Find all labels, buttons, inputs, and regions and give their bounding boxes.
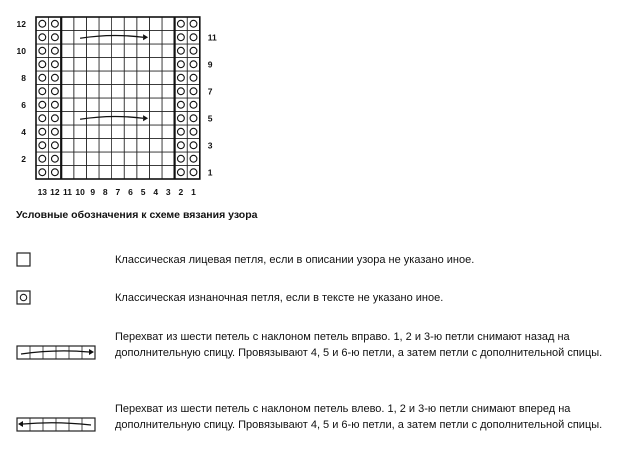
chart-cell xyxy=(175,17,188,31)
chart-cell xyxy=(49,31,62,45)
chart-cell xyxy=(124,152,137,166)
chart-cell xyxy=(137,139,150,153)
chart-cell xyxy=(162,44,175,58)
column-label: 5 xyxy=(140,187,146,197)
chart-cell xyxy=(74,71,87,85)
row-label-right: 5 xyxy=(207,113,213,124)
chart-cell xyxy=(149,44,162,58)
column-label: 11 xyxy=(63,187,72,197)
chart-cell xyxy=(74,85,87,99)
column-label: 6 xyxy=(128,187,133,197)
chart-cell xyxy=(162,31,175,45)
chart-cell xyxy=(187,17,200,31)
chart-cell xyxy=(124,71,137,85)
chart-cell xyxy=(124,31,137,45)
legend-knit-text: Классическая лицевая петля, если в описании узора не указано иное. xyxy=(115,254,475,266)
chart-cell xyxy=(149,17,162,31)
chart-cell xyxy=(61,85,74,99)
chart-cell xyxy=(175,139,188,153)
chart-cell xyxy=(36,166,49,180)
chart-cell xyxy=(162,112,175,126)
chart-cell xyxy=(36,71,49,85)
chart-cell xyxy=(149,152,162,166)
chart-cell xyxy=(36,112,49,126)
chart-cell xyxy=(86,125,99,139)
chart-cell xyxy=(61,58,74,72)
chart-cell xyxy=(99,58,112,72)
chart-cell xyxy=(124,112,137,126)
chart-cell xyxy=(49,125,62,139)
chart-cell xyxy=(112,139,125,153)
chart-cell xyxy=(61,71,74,85)
chart-cell xyxy=(61,31,74,45)
chart-grid xyxy=(36,17,200,179)
chart-cell xyxy=(175,71,188,85)
column-label: 12 xyxy=(50,187,60,197)
chart-cell xyxy=(61,166,74,180)
chart-cell xyxy=(49,139,62,153)
cable-left-icon xyxy=(16,417,100,433)
chart-cell xyxy=(175,58,188,72)
chart-cell xyxy=(36,17,49,31)
chart-cell xyxy=(61,98,74,112)
chart-cell xyxy=(137,152,150,166)
chart-cell xyxy=(162,166,175,180)
row-label-left: 2 xyxy=(21,153,26,164)
chart-cell xyxy=(49,71,62,85)
chart-cell xyxy=(187,71,200,85)
chart-cell xyxy=(187,139,200,153)
chart-cell xyxy=(187,58,200,72)
chart-cell xyxy=(99,98,112,112)
chart-cell xyxy=(61,17,74,31)
row-label-left: 12 xyxy=(16,18,26,29)
chart-cell xyxy=(124,98,137,112)
chart-cell xyxy=(175,44,188,58)
chart-cell xyxy=(137,17,150,31)
chart-cell xyxy=(112,58,125,72)
chart-cell xyxy=(112,31,125,45)
chart-cell xyxy=(175,31,188,45)
legend-title: Условные обозначения к схеме вязания узора xyxy=(16,209,258,221)
chart-cell xyxy=(137,98,150,112)
chart-cell xyxy=(149,125,162,139)
chart-cell xyxy=(124,44,137,58)
chart-cell xyxy=(162,152,175,166)
chart-cell xyxy=(149,139,162,153)
column-label: 1 xyxy=(191,187,196,197)
chart-cell xyxy=(61,112,74,126)
chart-cell xyxy=(86,17,99,31)
row-label-right: 9 xyxy=(207,59,213,70)
column-label: 4 xyxy=(153,187,159,197)
chart-cell xyxy=(124,58,137,72)
chart-cell xyxy=(187,31,200,45)
chart-cell xyxy=(99,17,112,31)
chart-cell xyxy=(49,152,62,166)
cable-right-icon xyxy=(16,345,100,361)
chart-cell xyxy=(61,44,74,58)
chart-cell xyxy=(99,44,112,58)
chart-cell xyxy=(86,44,99,58)
chart-cell xyxy=(162,98,175,112)
chart-cell xyxy=(137,58,150,72)
chart-cell xyxy=(49,17,62,31)
chart-cell xyxy=(187,112,200,126)
chart-cell xyxy=(99,85,112,99)
chart-cell xyxy=(99,71,112,85)
chart-cell xyxy=(99,166,112,180)
chart-cell xyxy=(74,125,87,139)
column-label: 10 xyxy=(75,187,85,197)
chart-cell xyxy=(99,152,112,166)
chart-cell xyxy=(112,44,125,58)
legend-cable-right-text: Перехват из шести петель с наклоном петель вправо. 1, 2 и 3-ю петли снимают назад на дополнительную спицу. Провязывают 4, 5 и 6-ю петли, а затем петли с дополнительной спицы. xyxy=(115,331,603,359)
chart-cell xyxy=(124,166,137,180)
chart-cell xyxy=(36,98,49,112)
chart-cell xyxy=(162,17,175,31)
chart-cell xyxy=(149,58,162,72)
chart-cell xyxy=(175,112,188,126)
chart-cell xyxy=(187,166,200,180)
chart-cell xyxy=(149,71,162,85)
chart-cell xyxy=(36,125,49,139)
chart-cell xyxy=(187,85,200,99)
chart-cell xyxy=(49,98,62,112)
purl-stitch-icon xyxy=(16,290,32,306)
chart-cell xyxy=(36,31,49,45)
chart-cell xyxy=(149,98,162,112)
chart-cell xyxy=(187,98,200,112)
chart-cell xyxy=(175,125,188,139)
chart-cell xyxy=(112,125,125,139)
legend-cable-left-text: Перехват из шести петель с наклоном петель влево. 1, 2 и 3-ю петли снимают вперед на дополнительную спицу. Провязывают 4, 5 и 6-ю петли, а затем петли с дополнительной спицы. xyxy=(115,403,603,431)
chart-cell xyxy=(112,85,125,99)
row-label-left: 10 xyxy=(16,45,26,56)
chart-cell xyxy=(175,98,188,112)
chart-cell xyxy=(99,125,112,139)
chart-cell xyxy=(137,166,150,180)
chart-cell xyxy=(74,152,87,166)
chart-cell xyxy=(187,44,200,58)
chart-cell xyxy=(162,139,175,153)
chart-cell xyxy=(175,152,188,166)
chart-cell xyxy=(112,71,125,85)
column-label: 9 xyxy=(90,187,96,197)
chart-cell xyxy=(149,85,162,99)
chart-cell xyxy=(74,44,87,58)
chart-cell xyxy=(187,125,200,139)
chart-cell xyxy=(36,58,49,72)
chart-cell xyxy=(175,166,188,180)
chart-cell xyxy=(137,44,150,58)
chart-cell xyxy=(86,71,99,85)
chart-cell xyxy=(74,58,87,72)
chart-cell xyxy=(162,71,175,85)
chart-cell xyxy=(86,139,99,153)
chart-cell xyxy=(36,85,49,99)
chart-cell xyxy=(112,166,125,180)
chart-cell xyxy=(149,112,162,126)
chart-cell xyxy=(36,139,49,153)
chart-cell xyxy=(86,58,99,72)
chart-cell xyxy=(112,98,125,112)
legend-purl-text: Классическая изнаночная петля, если в тексте не указано иное. xyxy=(115,292,444,304)
chart-cell xyxy=(49,58,62,72)
chart-cell xyxy=(112,112,125,126)
row-label-right: 7 xyxy=(207,86,213,97)
chart-cell xyxy=(61,125,74,139)
chart-cell xyxy=(137,71,150,85)
knit-stitch-icon xyxy=(16,252,32,268)
chart-cell xyxy=(124,17,137,31)
chart-cell xyxy=(99,112,112,126)
row-label-right: 3 xyxy=(207,140,213,151)
chart-cell xyxy=(61,139,74,153)
chart-cell xyxy=(36,152,49,166)
chart-cell xyxy=(162,85,175,99)
chart-cell xyxy=(86,85,99,99)
chart-cell xyxy=(162,125,175,139)
chart-cell xyxy=(99,139,112,153)
column-label: 13 xyxy=(37,187,48,197)
chart-cell xyxy=(74,139,87,153)
column-label: 3 xyxy=(165,187,171,197)
chart-cell xyxy=(86,166,99,180)
chart-cell xyxy=(124,125,137,139)
column-label: 8 xyxy=(102,187,108,197)
chart-cell xyxy=(124,85,137,99)
row-label-left: 8 xyxy=(21,72,26,83)
chart-cell xyxy=(124,139,137,153)
chart-cell xyxy=(149,31,162,45)
chart-cell xyxy=(61,152,74,166)
chart-cell xyxy=(137,85,150,99)
chart-cell xyxy=(187,152,200,166)
chart-cell xyxy=(36,44,49,58)
chart-cell xyxy=(99,31,112,45)
chart-cell xyxy=(112,152,125,166)
chart-cell xyxy=(149,166,162,180)
row-label-right: 1 xyxy=(207,167,213,178)
chart-cell xyxy=(49,166,62,180)
chart-cell xyxy=(86,98,99,112)
chart-cell xyxy=(74,17,87,31)
row-label-left: 6 xyxy=(21,99,26,110)
chart-cell xyxy=(74,166,87,180)
column-label: 7 xyxy=(115,187,121,197)
chart-cell xyxy=(49,112,62,126)
chart-cell xyxy=(137,125,150,139)
chart-cell xyxy=(162,58,175,72)
column-label: 2 xyxy=(178,187,184,197)
chart-cell xyxy=(112,17,125,31)
chart-cell xyxy=(175,85,188,99)
chart-cell xyxy=(86,152,99,166)
chart-cell xyxy=(49,85,62,99)
row-label-left: 4 xyxy=(21,126,26,137)
chart-cell xyxy=(49,44,62,58)
knitting-chart xyxy=(0,0,623,200)
row-label-right: 11 xyxy=(207,32,217,43)
chart-cell xyxy=(74,98,87,112)
